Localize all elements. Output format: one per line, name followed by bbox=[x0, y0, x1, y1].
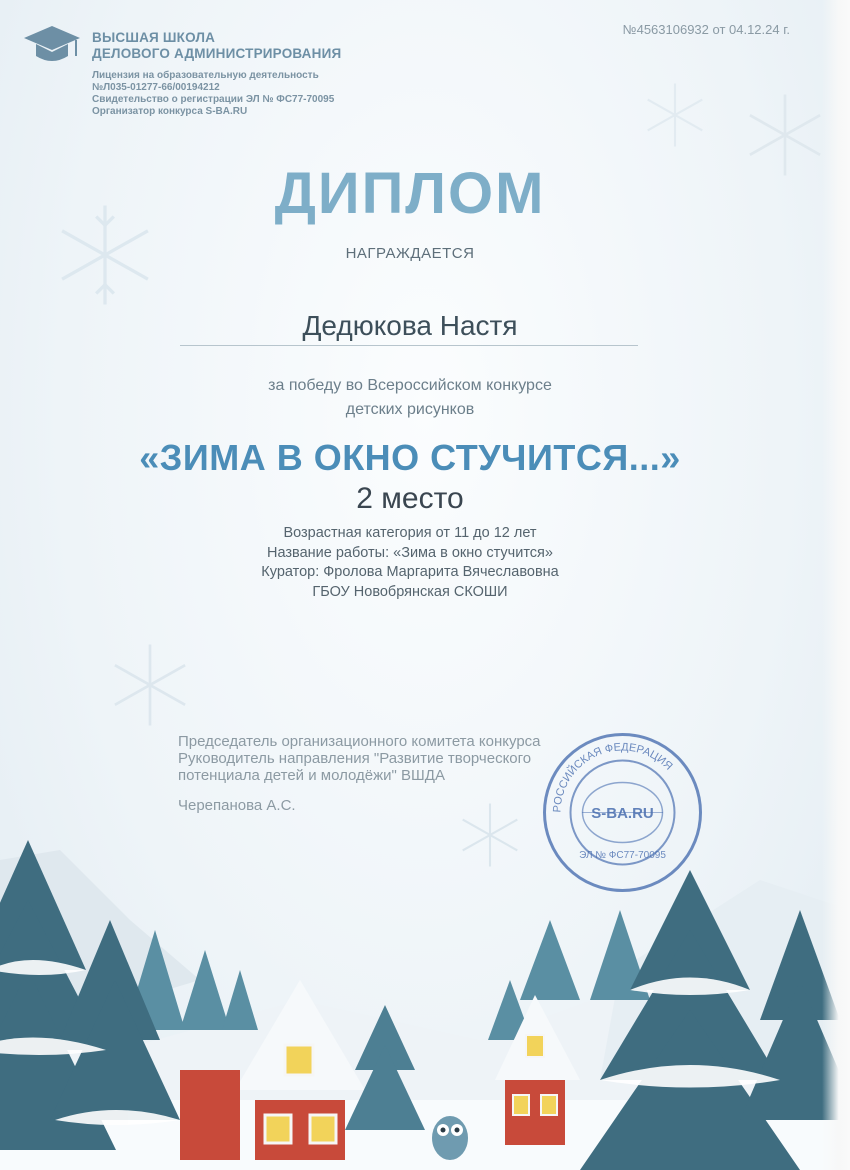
snowflake-icon bbox=[105, 640, 195, 730]
official-stamp bbox=[540, 730, 705, 895]
paper-edge bbox=[822, 0, 850, 1170]
contest-name: «ЗИМА В ОКНО СТУЧИТСЯ...» bbox=[139, 437, 681, 478]
license-number: №Л035-01277-66/00194212 bbox=[92, 82, 220, 93]
award-reason-line1: за победу во Всероссийском конкурсе bbox=[268, 377, 552, 394]
stamp-reg-text: ЭЛ № ФС77-70095 bbox=[579, 850, 666, 861]
registration-line: Свидетельство о регистрации ЭЛ № ФС77-70095 bbox=[92, 94, 335, 105]
organization-name bbox=[92, 30, 341, 62]
diploma-title: ДИПЛОМ bbox=[274, 161, 546, 226]
stamp-center-text: S-BA.RU bbox=[591, 805, 654, 822]
recipient-name: Дедюкова Настя bbox=[302, 310, 518, 341]
graduation-cap-icon bbox=[22, 22, 82, 72]
snowflake-icon bbox=[640, 80, 710, 150]
winter-scene-illustration bbox=[0, 820, 850, 1170]
license-line: Лицензия на образовательную деятельность bbox=[92, 70, 319, 81]
signature-line2: Руководитель направления "Развитие творческого bbox=[178, 750, 532, 767]
organization-info bbox=[92, 70, 334, 118]
work-title: Название работы: «Зима в окно стучится» bbox=[267, 544, 553, 561]
signatory-name: Черепанова А.С. bbox=[178, 797, 296, 814]
org-name-line2: ДЕЛОВОГО АДМИНИСТРИРОВАНИЯ bbox=[92, 46, 342, 61]
award-reason-line2: детских рисунков bbox=[345, 401, 475, 418]
awarded-label: НАГРАЖДАЕТСЯ bbox=[345, 245, 475, 262]
svg-text:РОССИЙСКАЯ ФЕДЕРАЦИЯ bbox=[551, 741, 674, 812]
signature-line3: потенциала детей и молодёжи" ВШДА bbox=[178, 767, 445, 784]
document-number: №4563106932 от 04.12.24 г. bbox=[622, 22, 790, 37]
name-underline bbox=[180, 345, 638, 346]
signature-line1: Председатель организационного комитета конкурса bbox=[178, 733, 541, 750]
award-details bbox=[0, 524, 820, 602]
signature-block bbox=[178, 733, 541, 784]
age-category: Возрастная категория от 11 до 12 лет bbox=[283, 525, 537, 541]
stamp-outer-text: РОССИЙСКАЯ ФЕДЕРАЦИЯ bbox=[551, 741, 675, 813]
org-name-line1: ВЫСШАЯ ШКОЛА bbox=[92, 30, 216, 45]
organizer-line: Организатор конкурса S-BA.RU bbox=[92, 106, 248, 117]
school: ГБОУ Новобрянская СКОШИ bbox=[312, 583, 508, 600]
place-result: 2 место bbox=[356, 482, 464, 515]
curator: Куратор: Фролова Маргарита Вячеславовна bbox=[261, 564, 559, 580]
